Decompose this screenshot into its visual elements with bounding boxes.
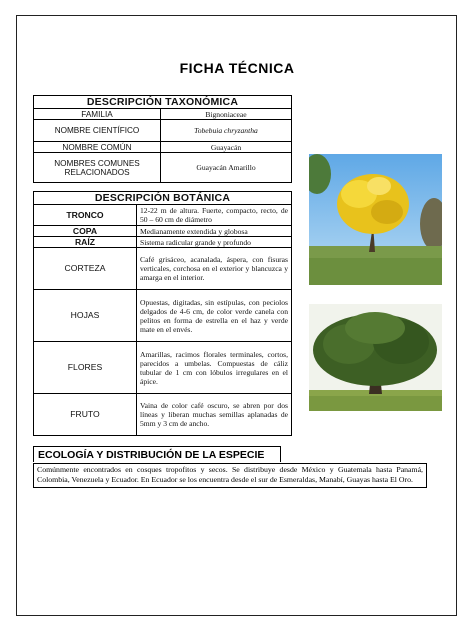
botany-value-flores: Amarillas, racimos florales terminales, cortos, parecidos a umbelas. Compuestas de cáliz tubular de 1 cm con lóbulos irregulares en el ápice. [137, 342, 292, 394]
botany-label-hojas: HOJAS [34, 290, 137, 342]
botany-label-tronco: TRONCO [34, 205, 137, 226]
botany-value-fruto: Vaina de color café oscuro, se abren por dos líneas y liberan muchas semillas aplanadas de 5mm y 3 cm de ancho. [137, 394, 292, 436]
botany-value-hojas: Opuestas, digitadas, sin estípulas, con peciolos delgados de 4-6 cm, de color verde canela con pelitos en forma de estrella en el haz y verde mate en el envés. [137, 290, 292, 342]
botany-label-flores: FLORES [34, 342, 137, 394]
botany-value-corteza: Café grisáceo, acanalada, áspera, con fisuras verticales, corchosa en el exterior y blancuzca y amarga en el interior. [137, 248, 292, 290]
botany-label-fruto: FRUTO [34, 394, 137, 436]
taxonomy-label-familia: FAMILIA [34, 109, 161, 120]
ecology-section [33, 445, 427, 488]
green-tree-photo [309, 304, 442, 411]
ecology-text: Comúnmente encontrados en cosques tropofitos y secos. Se distribuye desde México y Guatemala hasta Panamá, Colombia, Venezuela y Ecuador. En Ecuador se los encuentra desde el sur de Esmeraldas, Manabí, Guayas hasta El Oro. [33, 463, 427, 488]
ecology-header: ECOLOGÍA Y DISTRIBUCIÓN DE LA ESPECIE [33, 446, 281, 462]
botany-header: DESCRIPCIÓN BOTÁNICA [34, 192, 292, 205]
taxonomy-value-nombre-cientifico: Tobebuia chryzantha [161, 120, 292, 142]
flowering-tree-photo [309, 154, 442, 285]
taxonomy-value-nombre-comun: Guayacán [161, 142, 292, 153]
taxonomy-value-familia: Bignoniaceae [161, 109, 292, 120]
botany-label-corteza: CORTEZA [34, 248, 137, 290]
taxonomy-label-nombre-comun: NOMBRE COMÚN [34, 142, 161, 153]
botany-value-tronco: 12-22 m de altura. Fuerte, compacto, recto, de 50 – 60 cm de diámetro [137, 205, 292, 226]
taxonomy-label-nombres-relacionados: NOMBRES COMUNES RELACIONADOS [34, 153, 161, 183]
botany-table [33, 191, 292, 436]
taxonomy-header: DESCRIPCIÓN TAXONÓMICA [34, 96, 292, 109]
botany-value-raiz: Sistema radicular grande y profundo [137, 237, 292, 248]
taxonomy-value-nombres-relacionados: Guayacán Amarillo [161, 153, 292, 183]
taxonomy-label-nombre-cientifico: NOMBRE CIENTÍFICO [34, 120, 161, 142]
botany-label-copa: COPA [34, 226, 137, 237]
page-title: FICHA TÉCNICA [179, 60, 295, 76]
botany-value-copa: Medianamente extendida y globosa [137, 226, 292, 237]
botany-label-raiz: RAÍZ [34, 237, 137, 248]
taxonomy-table [33, 95, 292, 183]
